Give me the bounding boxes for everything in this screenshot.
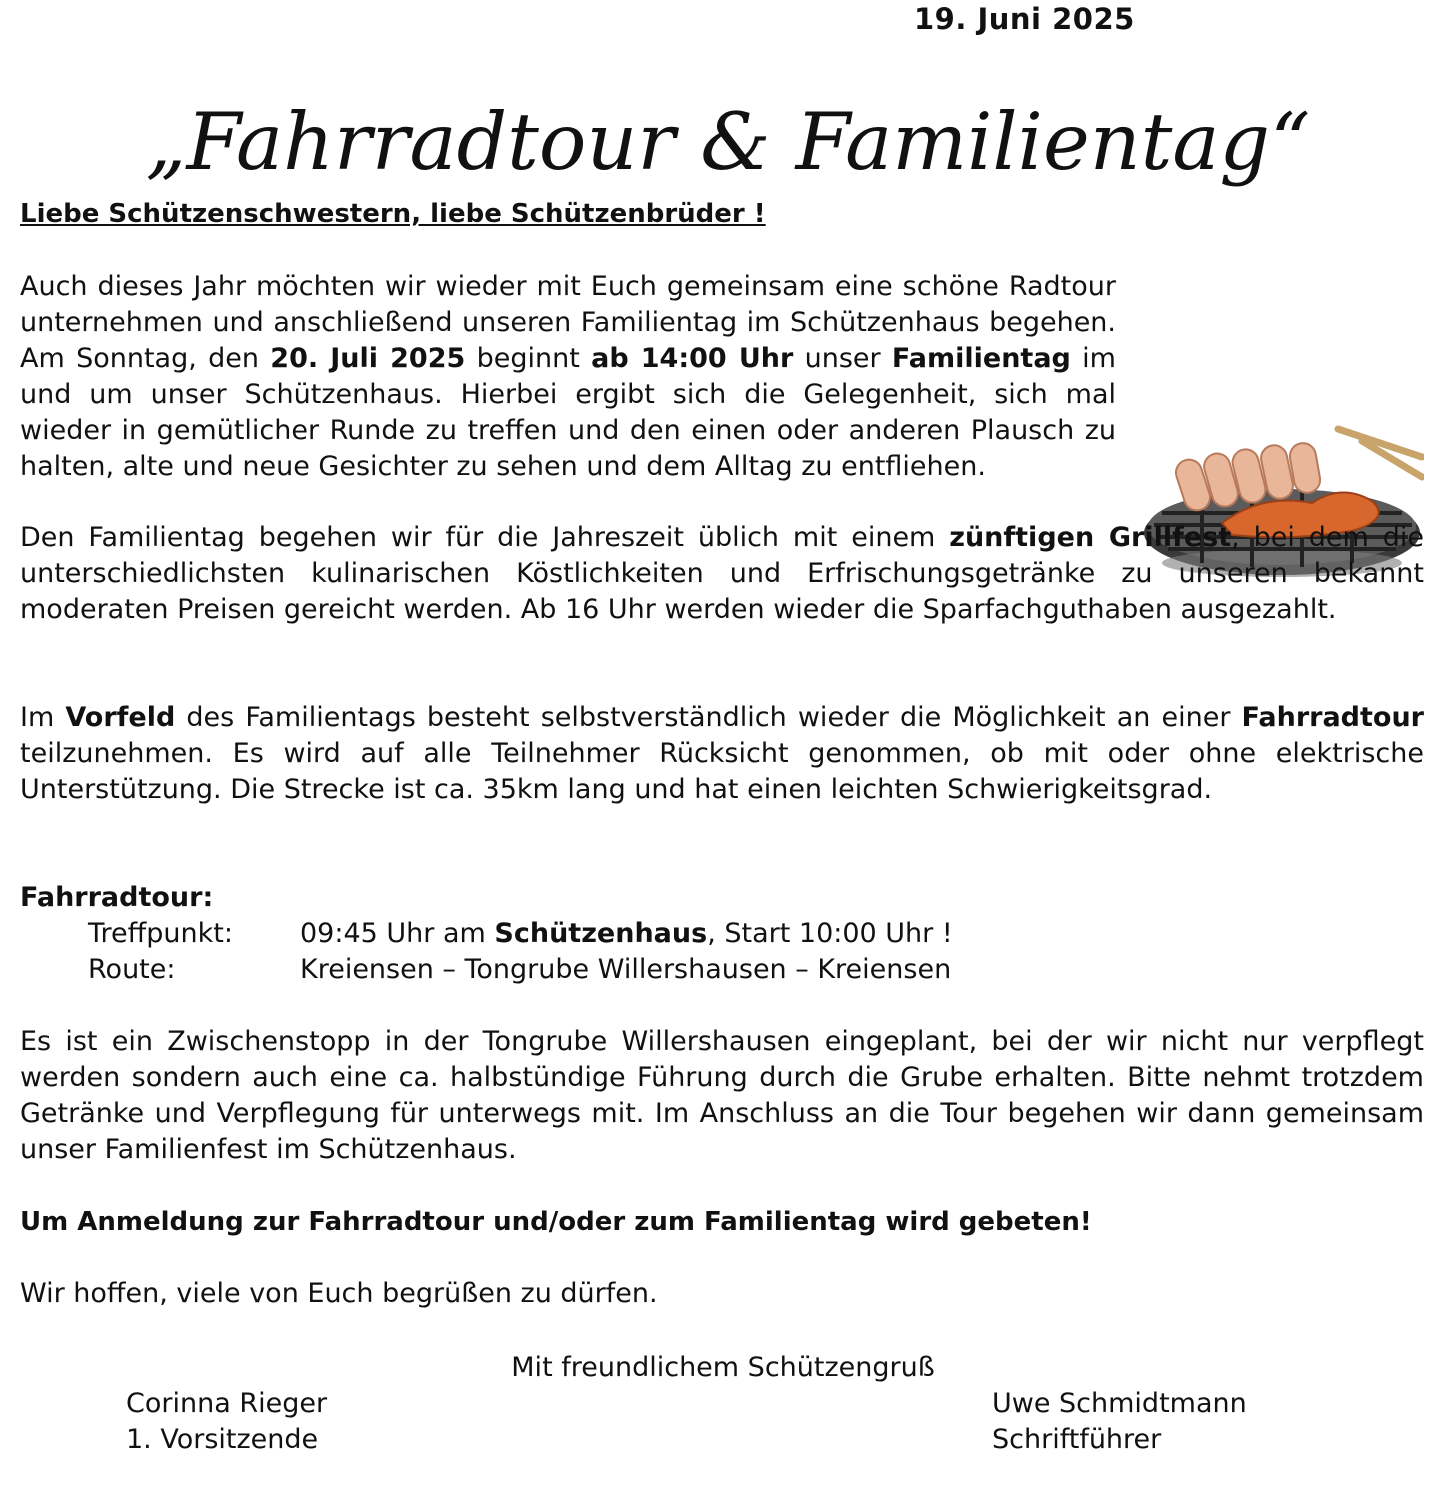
grill-text-1: Den Familientag begehen wir für die Jahreszeit üblich mit einem xyxy=(20,522,950,553)
closing-line: Wir hoffen, viele von Euch begrüßen zu dürfen. xyxy=(20,1278,658,1309)
event-date: 20. Juli 2025 xyxy=(270,343,466,374)
page-title: „Fahrradtour & Familientag“ xyxy=(145,96,1311,188)
intro-text-3: unser xyxy=(793,343,892,374)
intro-text-1: Auch dieses Jahr möchten wir wieder mit Euch gemeinsam eine schöne Radtour unternehmen und anschließend unseren Familientag im Schützenhaus begehen. Am Sonntag, den xyxy=(20,271,1116,374)
tour-heading: Fahrradtour: xyxy=(20,882,214,913)
signer-role-right: Schriftführer xyxy=(992,1424,1162,1455)
start-time: , Start 10:00 Uhr ! xyxy=(707,918,953,949)
intro-text-2: beginnt xyxy=(465,343,592,374)
signer-name-right: Uwe Schmidtmann xyxy=(992,1388,1247,1419)
signature-right xyxy=(992,1386,1247,1458)
route-value: Kreiensen – Tongrube Willershausen – Kreiensen xyxy=(300,954,952,985)
grill-highlight: zünftigen Grillfest xyxy=(949,522,1232,553)
paragraph-grill xyxy=(20,520,1424,628)
greeting: Mit freundlichem Schützengruß xyxy=(511,1352,935,1383)
bike-text-2: des Familientags besteht selbstverständlich wieder die Möglichkeit an einer xyxy=(175,702,1242,733)
salutation: Liebe Schützenschwestern, liebe Schützenbrüder ! xyxy=(20,199,766,229)
meeting-label: Treffpunkt: xyxy=(88,918,233,949)
route-label: Route: xyxy=(88,954,176,985)
event-time: ab 14:00 Uhr xyxy=(591,343,794,374)
event-name: Familientag xyxy=(891,343,1071,374)
bike-text-3: teilzunehmen. Es wird auf alle Teilnehmer Rücksicht genommen, ob mit oder ohne elektrische Unterstützung. Die Strecke ist ca. 35km lang und hat einen leichten Schwierigkeitsgrad. xyxy=(20,738,1424,805)
letter-date: 19. Juni 2025 xyxy=(914,2,1135,36)
meeting-time: 09:45 Uhr am xyxy=(300,918,495,949)
bike-highlight-1: Vorfeld xyxy=(65,702,176,733)
signature-left xyxy=(126,1386,327,1458)
paragraph-stopover: Es ist ein Zwischenstopp in der Tongrube Willershausen eingeplant, bei der wir nicht nur verpflegt werden sondern auch eine ca. halbstündige Führung durch die Grube erhalten. Bitte nehmt trotzdem Getränke und Verpflegung für unterwegs mit. Im Anschluss an die Tour begehen wir dann gemeinsam unser Familienfest im Schützenhaus. xyxy=(20,1026,1424,1165)
intro-text-4: im und um unser Schützenhaus. Hierbei ergibt sich die Gelegenheit, sich mal wieder in gemütlicher Runde zu treffen und den einen oder anderen Plausch zu halten, alte und neue Gesichter zu sehen und dem Alltag zu entfliehen. xyxy=(20,343,1116,482)
bike-text-1: Im xyxy=(20,702,66,733)
signer-role-left: 1. Vorsitzende xyxy=(126,1424,319,1455)
paragraph-bike xyxy=(20,700,1424,808)
signer-name-left: Corinna Rieger xyxy=(126,1388,328,1419)
meeting-place: Schützenhaus xyxy=(494,918,708,949)
registration-request: Um Anmeldung zur Fahrradtour und/oder zum Familientag wird gebeten! xyxy=(20,1207,1092,1237)
grill-text-2: , bei dem die unterschiedlichsten kulinarischen Köstlichkeiten und Erfrischungsgetränke zu unseren bekannt moderaten Preisen gereicht werden. Ab 16 Uhr werden wieder die Sparfachguthaben ausgezahlt. xyxy=(20,522,1424,625)
meeting-value xyxy=(300,916,953,952)
bike-highlight-2: Fahrradtour xyxy=(1241,702,1424,733)
